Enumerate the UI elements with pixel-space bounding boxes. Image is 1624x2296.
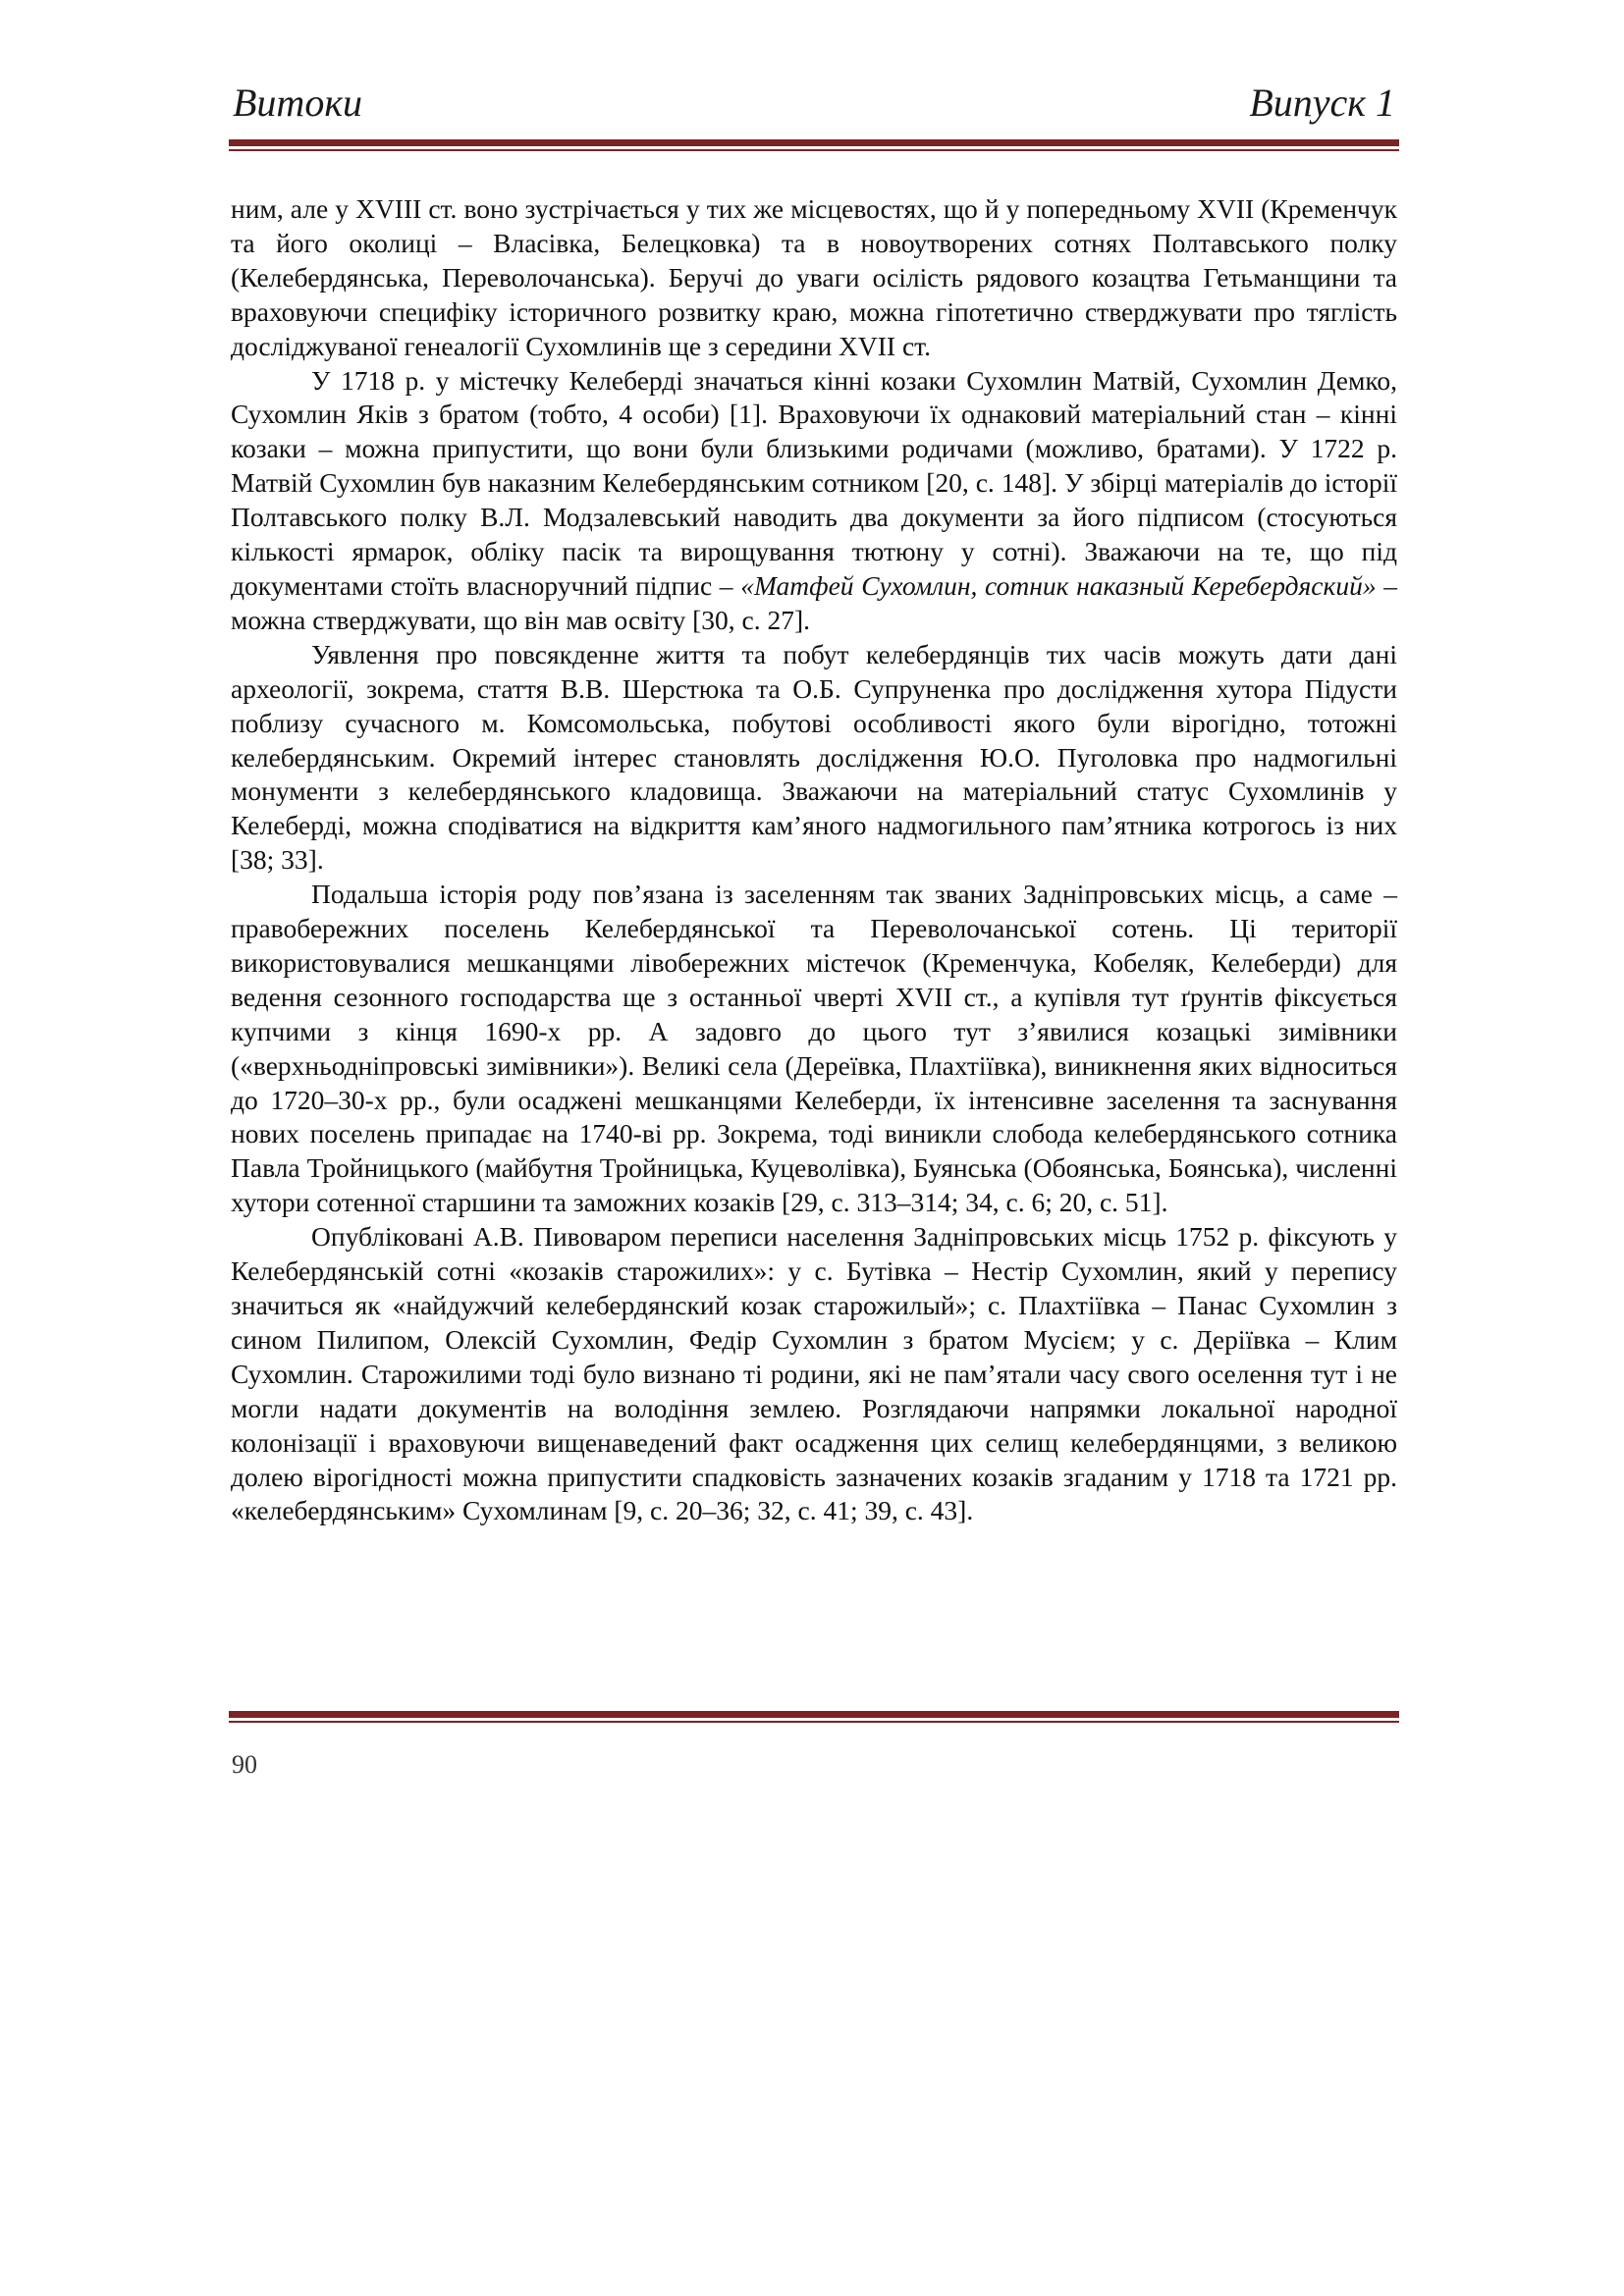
page-number: 90 (232, 1750, 257, 1779)
footer-rule (229, 1711, 1399, 1725)
paragraph-settlement-history: Подальша історія роду пов’язана із заселенням так званих Задніпровських місць, а саме – правобережних поселень Келебердянської та Переволочанської сотень. Ці території використовувалися мешканцями лівобережних містечок (Кременчука, Кобеляк, Келеберди) для ведення сезонного господарства ще з останньої чверті XVII ст., а купівля тут ґрунтів фіксується купчими з кінця 1690-х рр. А задовго до цього тут з’явилися козацькі зимівники («верхньодніпровські зимівники»). Великі села (Дереївка, Плахтіївка), виникнення яких відноситься до 1720–30-х рр., були осаджені мешканцями Келеберди, їх інтенсивне заселення та заснування нових поселень припадає на 1740-ві рр. Зокрема, тоді виникли слобода келебердянського сотника Павла Тройницького (майбутня Тройницька, Куцеволівка), Буянська (Обоянська, Боянська), численні хутори сотенної старшини та заможних козаків [29, с. 313–314; 34, с. 6; 20, с. 51]. (231, 879, 1397, 1218)
header-rule-thin (229, 149, 1399, 151)
running-header (229, 79, 1399, 128)
paragraph-1718-cossacks (231, 364, 1397, 638)
signature-quote: «Матфей Сухомлин, сотник наказный Керебердяский» (740, 569, 1377, 601)
header-rule (229, 139, 1399, 153)
header-rule-thick (229, 139, 1399, 146)
paragraph-continuation: ним, але у XVIII ст. воно зустрічається у тих же місцевостях, що й у попередньому XVII (Кременчук та його околиці – Власівка, Белецковка) та в новоутворених сотнях Полтавського полку (Келебердянська, Переволочанська). Беручі до уваги осілість рядового козацтва Гетьманщини та враховуючи специфіку історичного розвитку краю, можна гіпотетично стверджувати про тяглість досліджуваної генеалогії Сухомлинів ще з середини XVII ст. (231, 193, 1397, 361)
footer-rule-thin (229, 1721, 1399, 1723)
paragraph-archaeology: Уявлення про повсякденне життя та побут келебердянців тих часів можуть дати дані археології, зокрема, стаття В.В. Шерстюка та О.Б. Супруненка про дослідження хутора Підусти поблизу сучасного м. Комсомольська, побутові особливості якого були вірогідно, тотожні келебердянським. Окремий інтерес становлять дослідження Ю.О. Пуголовка про надмогильні монументи з келебердянського кладовища. Зважаючи на матеріальний статус Сухомлинів у Келеберді, можна сподіватися на відкриття кам’яного надмогильного пам’ятника котрогось із них [38; 33]. (231, 638, 1397, 876)
journal-title: Витоки (233, 80, 363, 125)
paragraph-text-after-quote: – можна стверджувати, що він мав освіту [30, с. 27]. (231, 569, 1397, 635)
paragraph-census-1752: Опубліковані А.В. Пивоваром переписи населення Задніпровських місць 1752 р. фіксують у Келебердянській сотні «козаків старожилих»: у с. Бутівка – Нестір Сухомлин, який у перепису значиться як «найдужчий келебердянский козак старожилый»; с. Плахтіївка – Панас Сухомлин з сином Пилипом, Олексій Сухомлин, Федір Сухомлин з братом Мусієм; у с. Деріївка – Клим Сухомлин. Старожилими тоді було визнано ті родини, які не пам’ятали часу свого оселення тут і не могли надати документів на володіння землею. Розглядаючи напрямки локальної народної колонізації і враховуючи вищенаведений факт осадження цих селищ келебердянцями, з великою долею вірогідності можна припустити спадковість зазначених козаків згаданим у 1718 та 1721 рр. «келебердянським» Сухомлинам [9, с. 20–36; 32, с. 41; 39, с. 43]. (231, 1221, 1397, 1526)
issue-number: Випуск 1 (1249, 80, 1395, 125)
paragraph-text-before-quote: У 1718 р. у містечку Келеберді значаться кінні козаки Сухомлин Матвій, Сухомлин Демко, Сухомлин Яків з братом (тобто, 4 особи) [1]. Враховуючи їх однаковий матеріальний стан – кінні козаки – можна припустити, що вони були близькими родичами (можливо, братами). У 1722 р. Матвій Сухомлин був наказним Келебердянським сотником [20, с. 148]. У збірці матеріалів до історії Полтавського полку В.Л. Модзалевський наводить два документи за його підписом (стосуються кількості ярмарок, обліку пасік та вирощування тютюну у сотні). Зважаючи на те, що під документами стоїть власноручний підпис – (231, 364, 1397, 601)
article-body (231, 192, 1397, 1528)
footer-rule-thick (229, 1711, 1399, 1718)
